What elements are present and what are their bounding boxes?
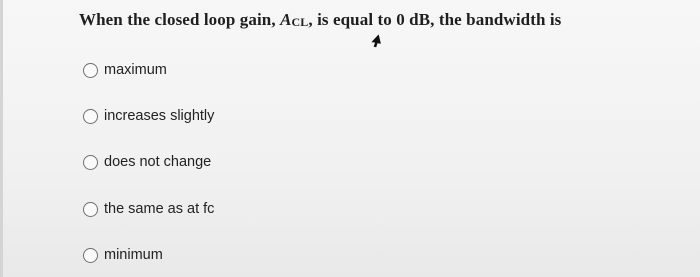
option-label: maximum: [104, 62, 167, 78]
option-minimum[interactable]: [83, 245, 163, 265]
option-same-as-fc[interactable]: [83, 199, 214, 219]
radio-button-icon[interactable]: [83, 202, 98, 217]
gain-variable: A: [280, 10, 292, 29]
radio-button-icon[interactable]: [83, 155, 98, 170]
option-does-not-change[interactable]: [83, 152, 211, 172]
radio-button-icon[interactable]: [83, 63, 98, 78]
mouse-pointer-icon: [370, 34, 382, 48]
gain-subscript: CL: [291, 15, 309, 29]
option-maximum[interactable]: [83, 60, 167, 80]
option-label: increases slightly: [104, 108, 215, 124]
option-increases-slightly[interactable]: [83, 106, 214, 126]
question-text-after: , is equal to 0 dB, the bandwidth is: [308, 10, 562, 29]
option-label: the same as at fc: [104, 201, 215, 217]
question-text: [79, 10, 561, 30]
question-text-before: When the closed loop gain,: [79, 10, 281, 29]
radio-button-icon[interactable]: [83, 109, 98, 124]
radio-button-icon[interactable]: [83, 248, 98, 263]
card-left-border: [0, 0, 3, 277]
option-label: does not change: [104, 154, 212, 170]
option-label: minimum: [104, 247, 163, 263]
